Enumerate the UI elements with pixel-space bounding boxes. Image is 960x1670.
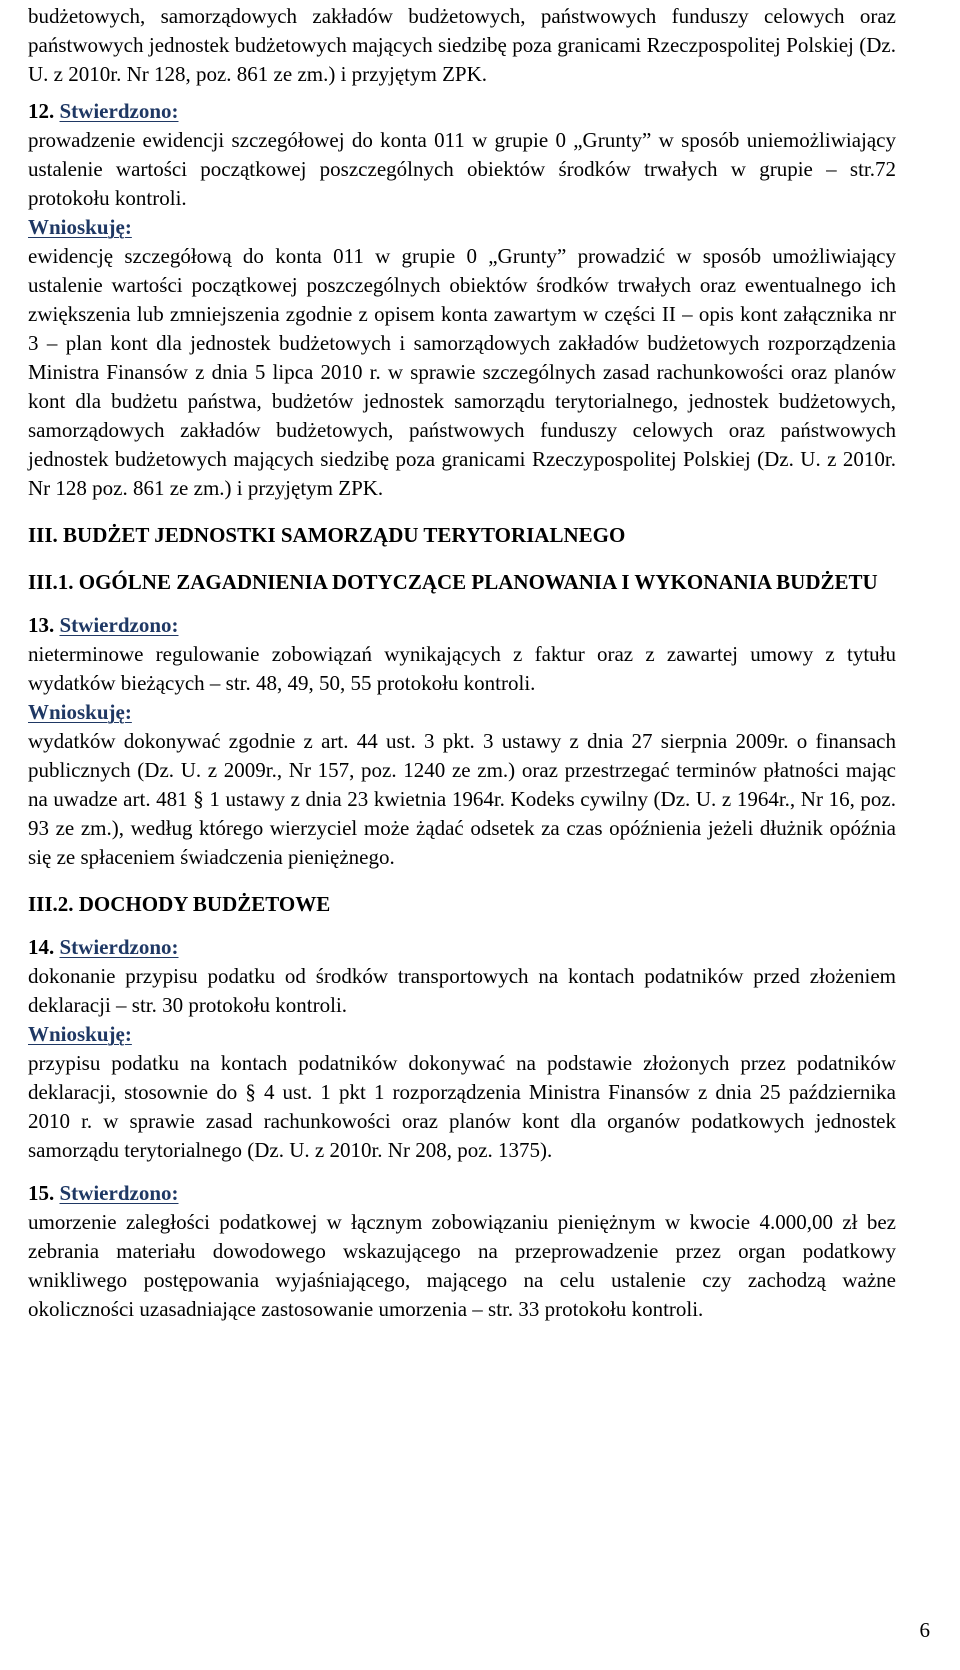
finding-label: Stwierdzono:	[59, 99, 179, 123]
recommendation-label: Wnioskuję:	[28, 1022, 132, 1046]
recommendation-text: wydatków dokonywać zgodnie z art. 44 ust. 3 pkt. 3 ustawy z dnia 27 sierpnia 2009r. o finansach publicznych (Dz. U. z 2009r., Nr 157, poz. 1240 ze zm.) oraz przestrzegać terminów płatności mając na uwadze art. 481 § 1 ustawy z dnia 23 kwietnia 1964r. Kodeks cywilny (Dz. U. z 1964r., Nr 16, poz. 93 ze zm.), według którego wierzyciel może żądać odsetek za czas opóźnienia jeżeli dłużnik opóźnia się ze spłaceniem świadczenia pieniężnego.	[28, 729, 896, 869]
recommendation-heading	[28, 213, 896, 242]
finding-text: dokonanie przypisu podatku od środków transportowych na kontach podatników przed złożeniem deklaracji – str. 30 protokołu kontroli.	[28, 964, 896, 1017]
finding-text: nieterminowe regulowanie zobowiązań wynikających z faktur oraz z zawartej umowy z tytułu wydatków bieżących – str. 48, 49, 50, 55 protokołu kontroli.	[28, 642, 896, 695]
finding-text: prowadzenie ewidencji szczegółowej do konta 011 w grupie 0 „Grunty” w sposób uniemożliwiający ustalenie wartości początkowej poszczególnych obiektów środków trwałych w grupie – str.72 protokołu kontroli.	[28, 128, 896, 210]
finding-13	[28, 611, 896, 872]
document-page	[28, 2, 896, 1324]
finding-number: 12.	[28, 99, 55, 123]
page-number: 6	[919, 1618, 930, 1642]
finding-14	[28, 933, 896, 1165]
section-heading-iii-2: III.2. DOCHODY BUDŻETOWE	[28, 892, 331, 916]
section-heading-iii: III. BUDŻET JEDNOSTKI SAMORZĄDU TERYTORIALNEGO	[28, 523, 626, 547]
finding-label: Stwierdzono:	[59, 613, 179, 637]
section-heading-iii-1: III.1. OGÓLNE ZAGADNIENIA DOTYCZĄCE PLANOWANIA I WYKONANIA BUDŻETU	[28, 570, 878, 594]
finding-number: 14.	[28, 935, 55, 959]
finding-13-heading	[28, 611, 896, 640]
finding-15-heading	[28, 1179, 896, 1208]
finding-14-heading	[28, 933, 896, 962]
recommendation-label: Wnioskuję:	[28, 700, 132, 724]
recommendation-heading	[28, 698, 896, 727]
recommendation-text: przypisu podatku na kontach podatników dokonywać na podstawie złożonych przez podatników deklaracji, stosownie do § 4 ust. 1 pkt 1 rozporządzenia Ministra Finansów z dnia 25 października 2010 r. w sprawie zasad rachunkowości oraz planów kont dla organów podatkowych jednostek samorządu terytorialnego (Dz. U. z 2010r. Nr 208, poz. 1375).	[28, 1051, 896, 1162]
finding-number: 15.	[28, 1181, 55, 1205]
finding-label: Stwierdzono:	[59, 935, 179, 959]
finding-text: umorzenie zaległości podatkowej w łącznym zobowiązaniu pieniężnym w kwocie 4.000,00 zł bez zebrania materiału dowodowego wskazującego na przeprowadzenie przez organ podatkowy wnikliwego postępowania wyjaśniającego, mającego na celu ustalenie czy zachodzą ważne okoliczności uzasadniające zastosowanie umorzenia – str. 33 protokołu kontroli.	[28, 1210, 896, 1321]
intro-paragraph: budżetowych, samorządowych zakładów budżetowych, państwowych funduszy celowych oraz państwowych jednostek budżetowych mających siedzibę poza granicami Rzeczpospolitej Polskiej (Dz. U. z 2010r. Nr 128, poz. 861 ze zm.) i przyjętym ZPK.	[28, 4, 896, 86]
finding-label: Stwierdzono:	[59, 1181, 179, 1205]
recommendation-heading	[28, 1020, 896, 1049]
finding-12-heading	[28, 97, 896, 126]
recommendation-label: Wnioskuję:	[28, 215, 132, 239]
finding-15	[28, 1179, 896, 1324]
recommendation-text: ewidencję szczegółową do konta 011 w grupie 0 „Grunty” prowadzić w sposób umożliwiający ustalenie wartości początkowej poszczególnych obiektów środków trwałych oraz ewentualnego ich zwiększenia lub zmniejszenia zgodnie z opisem konta zawartym w części II – opis kont załącznika nr 3 – plan kont dla jednostek budżetowych i samorządowych zakładów budżetowych rozporządzenia Ministra Finansów z dnia 5 lipca 2010 r. w sprawie szczególnych zasad rachunkowości oraz planów kont dla budżetu państwa, budżetów jednostek samorządu terytorialnego, jednostek budżetowych, samorządowych zakładów budżetowych, państwowych funduszy celowych oraz państwowych jednostek budżetowych mających siedzibę poza granicami Rzeczypospolitej Polskiej (Dz. U. z 2010r. Nr 128 poz. 861 ze zm.) i przyjętym ZPK.	[28, 244, 896, 500]
finding-12	[28, 97, 896, 503]
finding-number: 13.	[28, 613, 55, 637]
